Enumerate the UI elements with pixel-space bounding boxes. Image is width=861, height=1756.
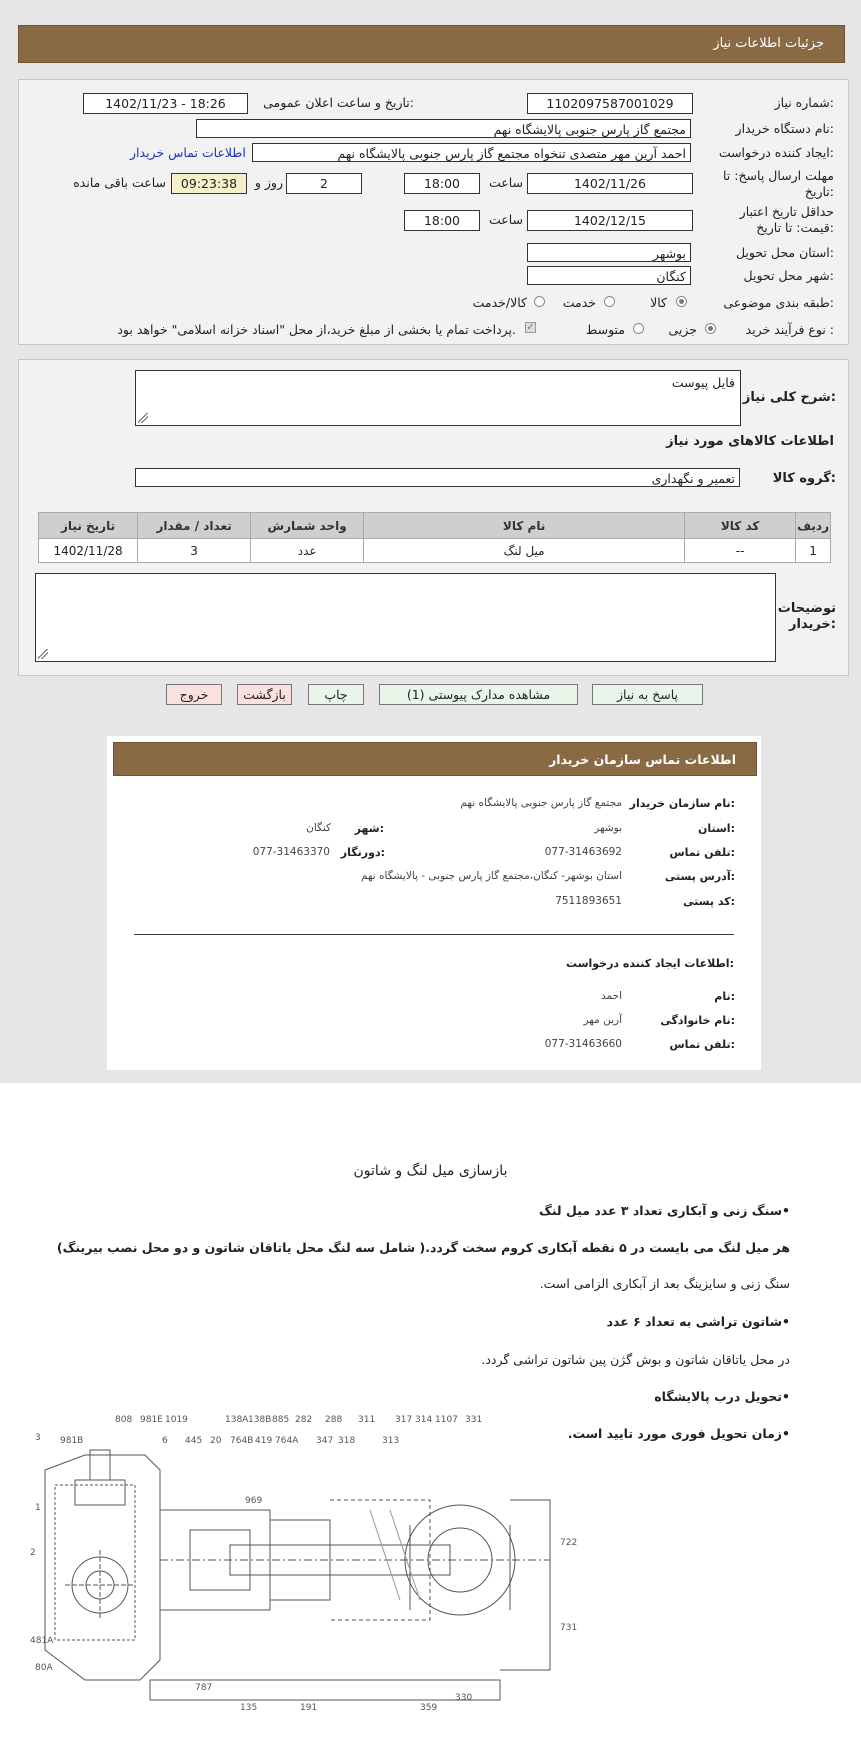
requester-label: ایجاد کننده درخواست:: [718, 145, 834, 160]
category-goods-label: کالا: [650, 295, 667, 310]
drawing-label: 313: [382, 1436, 400, 1446]
contact-address-label: آدرس پستی:: [664, 870, 735, 883]
drawing-label: 311: [358, 1415, 376, 1425]
process-minor-label: جزیی: [668, 322, 697, 337]
creator-first-name: احمد: [601, 990, 622, 1002]
reply-deadline-date: 1402/11/26: [527, 173, 693, 194]
contact-phone: 077-31463692: [544, 846, 622, 858]
price-validity-date: 1402/12/15: [527, 210, 693, 231]
contact-province: بوشهر: [594, 822, 622, 834]
page-title: جزئیات اطلاعات نیاز: [713, 36, 824, 51]
price-validity-label: حداقل تاریخ اعتبار قیمت: تا تاریخ:: [739, 204, 834, 235]
drawing-label: 191: [300, 1703, 318, 1713]
col-row: ردیف: [796, 513, 831, 539]
remaining-time: 09:23:38: [171, 173, 247, 194]
goods-group-field: تعمیر و نگهداری: [135, 468, 740, 487]
general-desc-text: فایل پیوست: [671, 375, 735, 390]
drawing-label: 331: [465, 1415, 483, 1425]
remaining-time-label: ساعت باقی مانده: [73, 175, 166, 190]
col-name: نام کالا: [364, 513, 685, 539]
buyer-notes-label: توضیحات خریدار:: [777, 601, 836, 632]
drawing-label: 969: [245, 1496, 263, 1506]
contact-province-label: استان:: [697, 822, 735, 835]
pump-technical-drawing: [30, 1410, 590, 1720]
contact-fax-label: دورنگار:: [340, 846, 385, 859]
notes-resize-handle[interactable]: [38, 649, 48, 659]
drawing-label: 764B: [230, 1436, 254, 1446]
category-goods-service-label: کالا/خدمت: [472, 295, 527, 310]
goods-group-label: گروه کالا:: [772, 471, 836, 486]
contact-header: [113, 742, 757, 776]
drawing-label: 314: [415, 1415, 433, 1425]
table-row: [39, 539, 831, 563]
col-qty: تعداد / مقدار: [138, 513, 251, 539]
general-desc-label: شرح کلی نیاز:: [742, 390, 836, 405]
contact-title: اطلاعات تماس سازمان خریدار: [549, 752, 736, 767]
treasury-note: پرداخت تمام یا بخشی از مبلغ خرید،از محل "اسناد خزانه اسلامی" خواهد بود.: [117, 322, 516, 337]
contact-fax: 077-31463370: [252, 846, 330, 858]
contact-city-label: شهر:: [354, 822, 384, 835]
drawing-label: 20: [210, 1436, 222, 1446]
creator-phone-label: تلفن تماس:: [669, 1038, 735, 1051]
cell-unit: عدد: [251, 539, 364, 563]
drawing-label: 1: [35, 1503, 41, 1513]
col-code: کد کالا: [685, 513, 796, 539]
drawing-label: 722: [560, 1538, 578, 1548]
cell-date: 1402/11/28: [39, 539, 138, 563]
drawing-label: 288: [325, 1415, 343, 1425]
drawing-label: 981E: [140, 1415, 163, 1425]
category-service-radio[interactable]: [604, 296, 615, 307]
remaining-days: 2: [286, 173, 362, 194]
page-header: [18, 25, 845, 63]
contact-postal: 7511893651: [555, 895, 622, 907]
category-service-label: خدمت: [562, 295, 596, 310]
buyer-contact-link[interactable]: اطلاعات تماس خریدار: [130, 145, 246, 160]
drawing-label: 2: [30, 1548, 36, 1558]
drawing-label: 731: [560, 1623, 578, 1633]
drawing-label: 138A: [225, 1415, 249, 1425]
document-line-6: •تحویل درب پالایشگاه: [654, 1389, 790, 1404]
price-validity-time: 18:00: [404, 210, 480, 231]
document-line-5: در محل یاتاقان شاتون و بوش گژن پین شاتون تراشی گردد.: [481, 1352, 790, 1367]
drawing-label: 445: [185, 1436, 203, 1446]
drawing-label: 330: [455, 1693, 473, 1703]
cell-name: میل لنگ: [364, 539, 685, 563]
cell-row: 1: [796, 539, 831, 563]
document-line-3: سنگ زنی و سایزینگ بعد از آبکاری الزامی است.: [539, 1276, 790, 1291]
exit-button[interactable]: خروج: [166, 684, 222, 705]
document-line-4: •شاتون تراشی به تعداد ۶ عدد: [606, 1314, 790, 1329]
creator-first-name-label: نام:: [714, 990, 735, 1003]
goods-table: [38, 512, 831, 563]
city-label: شهر محل تحویل:: [743, 268, 834, 283]
contact-address: استان بوشهر- کنگان،مجتمع گاز پارس جنوبی - پالایشگاه نهم: [360, 870, 622, 882]
document-line-1: •سنگ زنی و آبکاری تعداد ۳ عدد میل لنگ: [539, 1203, 790, 1218]
contact-org-label: نام سازمان خریدار:: [629, 797, 735, 810]
drawing-label: 3: [35, 1433, 41, 1443]
drawing-label: 317: [395, 1415, 413, 1425]
drawing-label: 1107: [435, 1415, 458, 1425]
cell-code: --: [685, 539, 796, 563]
reply-time-label: ساعت: [488, 175, 523, 190]
city-field: کنگان: [527, 266, 691, 285]
creator-title: اطلاعات ایجاد کننده درخواست:: [566, 957, 734, 970]
process-minor-radio[interactable]: [705, 323, 716, 334]
drawing-label: 419: [255, 1436, 273, 1446]
drawing-label: 318: [338, 1436, 356, 1446]
goods-info-title: اطلاعات کالاهای مورد نیاز: [666, 434, 834, 449]
contact-city: کنگان: [306, 822, 331, 834]
contact-postal-label: کد پستی:: [683, 895, 735, 908]
days-label: روز و: [254, 175, 283, 190]
contact-org: مجتمع گاز پارس جنوبی پالایشگاه نهم: [460, 797, 622, 809]
process-medium-radio[interactable]: [633, 323, 644, 334]
process-type-label: نوع فرآیند خرید :: [745, 322, 834, 337]
contact-divider: [134, 934, 734, 935]
goods-table-header: [39, 513, 831, 539]
drawing-label: 981B: [60, 1436, 84, 1446]
reply-deadline-label: مهلت ارسال پاسخ: تا تاریخ:: [723, 168, 834, 199]
announce-datetime-field: 1402/11/23 - 18:26: [83, 93, 248, 114]
creator-last-name: آرین مهر: [583, 1014, 622, 1026]
drawing-label: 764A: [275, 1436, 299, 1446]
price-time-label: ساعت: [488, 212, 523, 227]
drawing-label: 347: [316, 1436, 334, 1446]
category-label: طبقه بندی موضوعی:: [723, 295, 834, 310]
treasury-checkbox[interactable]: ✓: [526, 322, 535, 333]
drawing-label: 135: [240, 1703, 258, 1713]
drawing-label: 885: [272, 1415, 290, 1425]
textarea-resize-handle[interactable]: [138, 413, 148, 423]
drawing-label: 138B: [248, 1415, 272, 1425]
need-number-field: 1102097587001029: [527, 93, 693, 114]
drawing-label: 481A: [30, 1636, 54, 1646]
cell-qty: 3: [138, 539, 251, 563]
drawing-label: 6: [162, 1436, 168, 1446]
need-number-label: شماره نیاز:: [774, 95, 834, 110]
drawing-label: 359: [420, 1703, 438, 1713]
announce-datetime-label: تاریخ و ساعت اعلان عمومی:: [263, 95, 414, 110]
category-goods-radio[interactable]: [676, 296, 687, 307]
reply-button[interactable]: پاسخ به نیاز: [592, 684, 703, 705]
creator-phone: 077-31463660: [544, 1038, 622, 1050]
reply-deadline-time: 18:00: [404, 173, 480, 194]
creator-last-name-label: نام خانوادگی:: [660, 1014, 735, 1027]
drawing-label: 282: [295, 1415, 313, 1425]
print-button[interactable]: چاپ: [308, 684, 364, 705]
drawing-label: 787: [195, 1683, 213, 1693]
process-medium-label: متوسط: [585, 322, 625, 337]
province-label: استان محل تحویل:: [735, 245, 834, 260]
drawing-label: 80A: [35, 1663, 53, 1673]
drawing-label: 1019: [165, 1415, 188, 1425]
document-line-2: هر میل لنگ می بایست در ۵ نقطه آبکاری کروم سخت گردد.( شامل سه لنگ محل یاتاقان شاتون و دو محل نصب بیرینگ): [56, 1240, 790, 1255]
general-desc-textarea[interactable]: [135, 370, 741, 426]
col-date: تاریخ نیاز: [39, 513, 138, 539]
buyer-org-field: مجتمع گاز پارس جنوبی پالایشگاه نهم: [196, 119, 691, 138]
document-line-7: •زمان تحویل فوری مورد تایید است.: [567, 1426, 790, 1441]
drawing-label: 808: [115, 1415, 133, 1425]
back-button[interactable]: بازگشت: [237, 684, 292, 705]
col-unit: واحد شمارش: [251, 513, 364, 539]
buyer-org-label: نام دستگاه خریدار:: [735, 121, 834, 136]
province-field: بوشهر: [527, 243, 691, 262]
contact-phone-label: تلفن تماس:: [669, 846, 735, 859]
requester-field: احمد آرین مهر متصدی تنخواه مجتمع گاز پارس جنوبی پالایشگاه نهم: [252, 143, 691, 162]
document-title: بازسازی میل لنگ و شاتون: [353, 1163, 508, 1179]
view-docs-button[interactable]: مشاهده مدارک پیوستی (1): [379, 684, 578, 705]
buyer-notes-textarea[interactable]: [35, 573, 776, 662]
category-goods-service-radio[interactable]: [534, 296, 545, 307]
